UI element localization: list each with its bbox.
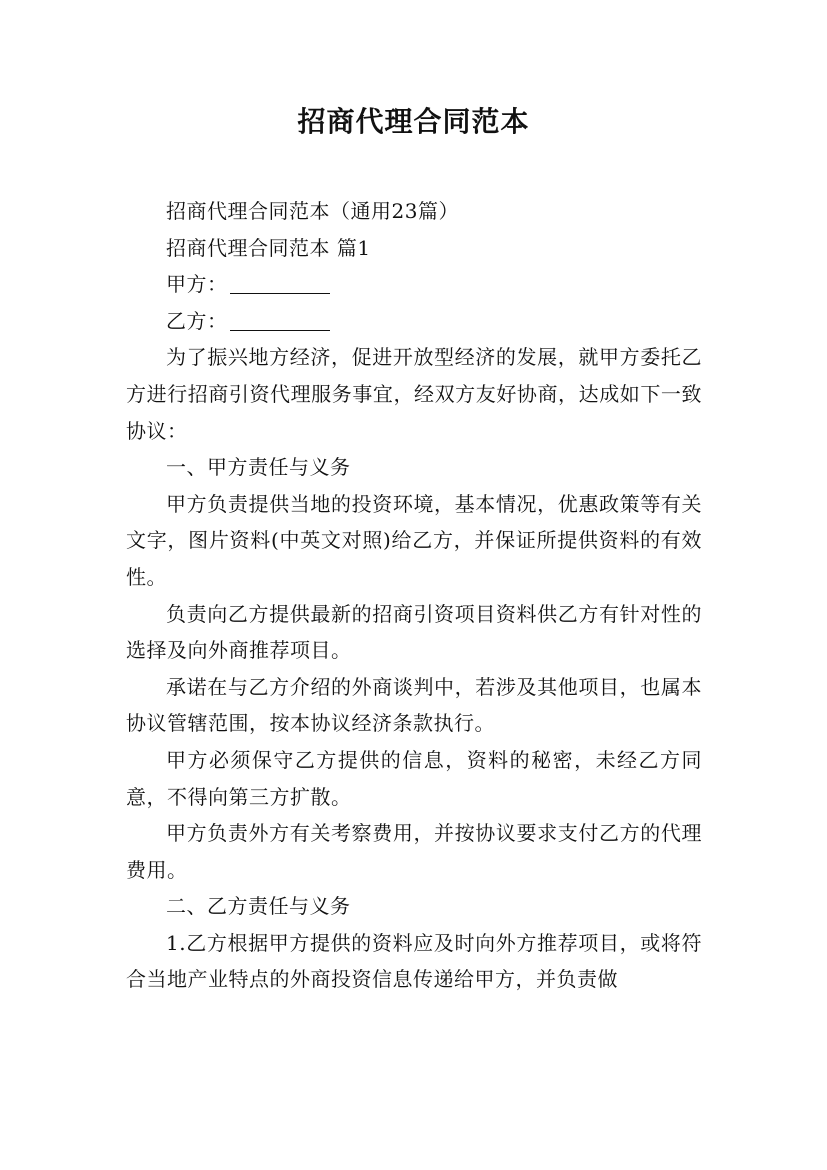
party-a-duty-2: 负责向乙方提供最新的招商引资项目资料供乙方有针对性的选择及向外商推荐项目。 [126, 601, 702, 663]
party-b-blank [230, 308, 330, 331]
party-a-blank [230, 271, 330, 294]
document-body [126, 193, 702, 998]
section-heading-paragraph: 招商代理合同范本 篇1 [166, 235, 371, 260]
party-b-line [126, 303, 702, 340]
subtitle-paragraph: 招商代理合同范本（通用23篇） [166, 199, 459, 223]
party-b-label: 乙方： [166, 308, 228, 333]
party-a-label: 甲方： [166, 272, 228, 297]
intro-paragraph: 为了振兴地方经济，促进开放型经济的发展，就甲方委托乙方进行招商引资代理服务事宜，经双方友好协商，达成如下一致协议： [126, 345, 702, 443]
party-a-duty-5: 甲方负责外方有关考察费用，并按协议要求支付乙方的代理费用。 [126, 821, 702, 882]
heading-party-a-duties: 一、甲方责任与义务 [166, 455, 351, 480]
heading-party-b-duties: 二、乙方责任与义务 [166, 894, 351, 919]
party-a-duty-4: 甲方必须保守乙方提供的信息，资料的秘密，未经乙方同意，不得向第三方扩散。 [126, 747, 702, 809]
party-a-line [126, 266, 702, 303]
document-title: 招商代理合同范本 [297, 105, 530, 138]
party-a-duty-1: 甲方负责提供当地的投资环境，基本情况，优惠政策等有关文字，图片资料(中英文对照)给乙方，并保证所提供资料的有效性。 [126, 491, 702, 589]
party-b-duty-1: 1.乙方根据甲方提供的资料应及时向外方推荐项目，或将符合当地产业特点的外商投资信息传递给甲方，并负责做 [126, 930, 702, 992]
party-a-duty-3: 承诺在与乙方介绍的外商谈判中，若涉及其他项目，也属本协议管辖范围，按本协议经济条款执行。 [126, 674, 702, 736]
